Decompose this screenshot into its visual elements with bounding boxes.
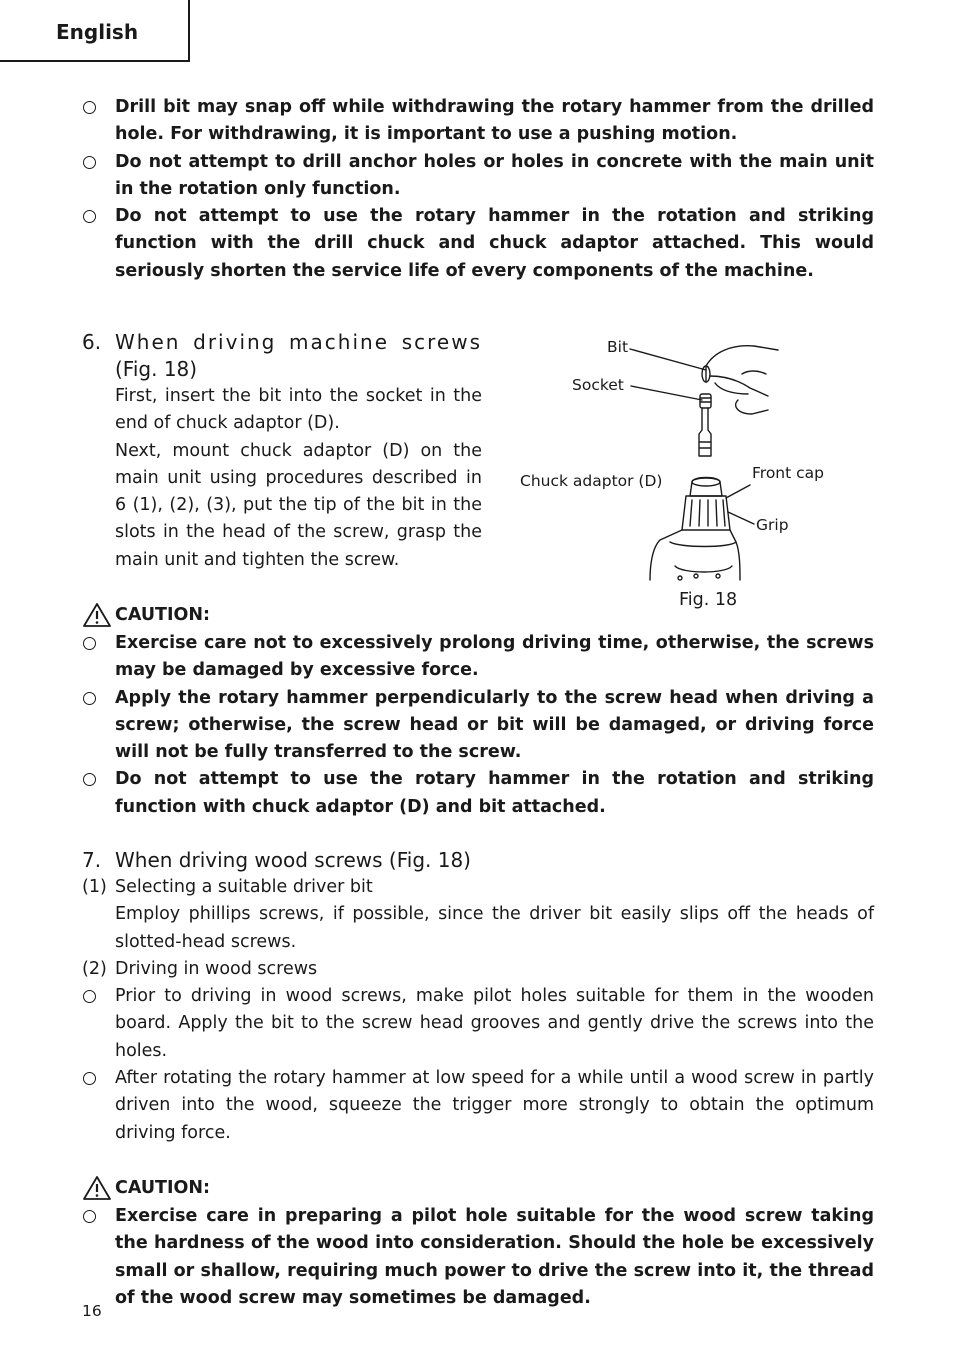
intro-bullets [82, 94, 874, 285]
language-tab [0, 0, 190, 62]
circle-bullet-icon [83, 1072, 96, 1085]
list-item: Do not attempt to drill anchor holes or holes in concrete with the main unit in the rotation only function. [82, 149, 874, 204]
section-6-title: 6. When driving machine screws [82, 330, 482, 354]
list-item: Prior to driving in wood screws, make pilot holes suitable for them in the wooden board. Apply the bit to the screw head grooves and gently drive the screws into the holes. [82, 983, 874, 1065]
circle-bullet-icon [83, 990, 96, 1003]
section-7-sub-1-title: (1) Selecting a suitable driver bit [82, 877, 373, 897]
page-number: 16 [82, 1302, 102, 1320]
drill-illustration [510, 330, 860, 582]
caution-1 [82, 600, 874, 821]
section-7-sub-2-title: (2) Driving in wood screws [82, 958, 318, 979]
list-item: After rotating the rotary hammer at low speed for a while until a wood screw in partly driven into the wood, squeeze the trigger more strongly to obtain the optimum driving force. [82, 1065, 874, 1147]
label-front-cap: Front cap [752, 464, 824, 482]
section-6-body-2: Next, mount chuck adaptor (D) on the main unit using procedures described in 6 (1), (2), (3), put the tip of the bit in the slots in the head of the screw, grasp the main unit and tighten the screw. [115, 440, 482, 570]
circle-bullet-icon [83, 156, 96, 169]
language-label: English [56, 20, 139, 44]
list-item: Exercise care in preparing a pilot hole suitable for the wood screw taking the hardness of the wood into consideration. Should the hole be excessively small or shallow, requiring much power to drive the screw into it, the thread of the wood screw may sometimes be damaged. [82, 1203, 874, 1312]
circle-bullet-icon [83, 101, 96, 114]
list-item: Apply the rotary hammer perpendicularly to the screw head when driving a screw; otherwise, the screw head or bit will be damaged, or driving force will not be fully transferred to the screw. [82, 685, 874, 767]
figure-18 [510, 330, 860, 615]
label-socket: Socket [572, 376, 624, 394]
list-item: Do not attempt to use the rotary hammer in the rotation and striking function with chuck adaptor (D) and bit attached. [82, 766, 874, 821]
section-6-title-ref: (Fig. 18) [115, 357, 198, 381]
caution-heading: CAUTION: [82, 1173, 874, 1203]
circle-bullet-icon [83, 692, 96, 705]
section-7 [82, 847, 874, 1147]
section-6 [82, 329, 482, 574]
warning-triangle-icon [82, 1175, 112, 1201]
circle-bullet-icon [83, 210, 96, 223]
caution-2 [82, 1173, 874, 1312]
warning-triangle-icon [82, 602, 112, 628]
label-chuck-adaptor: Chuck adaptor (D) [520, 472, 663, 490]
label-bit: Bit [607, 338, 629, 356]
section-7-sub-1-body: Employ phillips screws, if possible, since the driver bit easily slips off the heads of slotted-head screws. [115, 904, 874, 952]
circle-bullet-icon [83, 773, 96, 786]
list-item: Exercise care not to excessively prolong driving time, otherwise, the screws may be damaged by excessive force. [82, 630, 874, 685]
circle-bullet-icon [83, 637, 96, 650]
list-item: Drill bit may snap off while withdrawing the rotary hammer from the drilled hole. For withdrawing, it is important to use a pushing motion. [82, 94, 874, 149]
section-6-body-1: First, insert the bit into the socket in the end of chuck adaptor (D). [115, 386, 482, 434]
circle-bullet-icon [83, 1210, 96, 1223]
label-grip: Grip [756, 516, 789, 534]
figure-caption: Fig. 18 [679, 590, 738, 610]
list-item: Do not attempt to use the rotary hammer in the rotation and striking function with the drill chuck and chuck adaptor attached. This would seriously shorten the service life of every components of the machine. [82, 203, 874, 285]
section-7-title: 7. When driving wood screws (Fig. 18) [82, 848, 471, 872]
caution-heading: CAUTION: [82, 600, 874, 630]
